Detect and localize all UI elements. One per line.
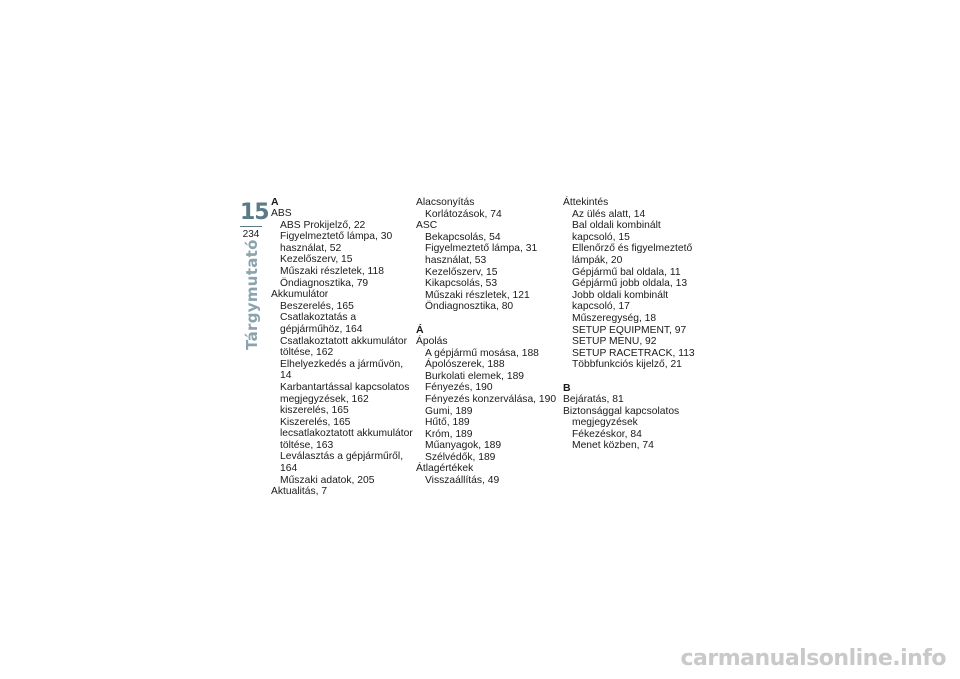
index-subentry: Öndiagnosztika, 80: [425, 301, 514, 313]
index-subentry: kiszerelés, 165: [280, 405, 349, 417]
index-subentry: Menet közben, 74: [572, 440, 654, 452]
index-entry: [416, 463, 561, 486]
index-subentry: Fényezés konzerválása, 190: [425, 393, 557, 405]
index-subentry: Öndiagnosztika, 79: [280, 277, 369, 289]
index-subentry: Figyelmeztető lámpa, 31: [425, 243, 538, 255]
index-term: Ápolás: [416, 335, 448, 347]
index-subentry: Elhelyezkedés a járművön, 14: [280, 358, 404, 382]
chapter-title: Tárgymutató: [243, 239, 261, 350]
index-entry: [416, 220, 561, 313]
section-letter: Á: [416, 323, 424, 336]
index-subentry: megjegyzések: [572, 417, 638, 429]
index-term: Alacsonyítás: [416, 197, 475, 208]
index-subentry: Beszerelés, 165: [280, 300, 354, 312]
index-term: Átlagértékek: [416, 463, 474, 475]
chapter-marker: [240, 200, 269, 241]
index-subentry: gépjárműhöz, 164: [280, 323, 363, 335]
site-watermark: carmanualsonline.info: [680, 646, 946, 671]
index-subentry: Jobb oldali kombinált: [572, 289, 669, 301]
index-subentry: Fékezéskor, 84: [572, 428, 642, 440]
index-section: [271, 197, 416, 498]
index-subentry: SETUP MENU, 92: [572, 336, 657, 348]
index-entry: [271, 486, 416, 498]
index-subentry: SETUP EQUIPMENT, 97: [572, 324, 687, 336]
index-subentry: Kezelőszerv, 15: [280, 254, 353, 266]
index-term: ASC: [416, 220, 438, 232]
index-term: Aktualitás, 7: [271, 486, 328, 498]
index-column-3: [563, 197, 708, 464]
index-term: Áttekintés: [563, 197, 609, 208]
index-subentry: Csatlakoztatás a: [280, 312, 357, 324]
index-subentry: Többfunkciós kijelző, 21: [572, 359, 682, 371]
index-subentry: használat, 52: [280, 242, 342, 254]
index-subentry: kapcsoló, 15: [572, 231, 630, 243]
index-subentry: Műszaki adatok, 205: [280, 474, 375, 486]
index-subentry: Kikapcsolás, 53: [425, 278, 498, 290]
page-number: 234: [240, 226, 262, 241]
index-subentry: Műszaki részletek, 118: [280, 265, 384, 277]
index-subentry: Gépjármű bal oldala, 11: [572, 266, 681, 278]
index-subentry: Csatlakoztatott akkumulátor: [280, 335, 408, 347]
index-subentry: Kiszerelés, 165: [280, 416, 351, 428]
index-entry: [416, 336, 561, 464]
index-subentry: Fényezés, 190: [425, 382, 493, 394]
index-term: Akkumulátor: [271, 289, 329, 301]
index-subentry: lecsatlakoztatott akkumulátor: [280, 428, 413, 440]
index-subentry: Műszeregység, 18: [572, 312, 657, 324]
index-subentry: Az ülés alatt, 14: [572, 208, 646, 220]
index-entry: [416, 197, 561, 220]
chapter-number: 15: [240, 200, 269, 225]
index-subentry: Bekapcsolás, 54: [425, 231, 501, 243]
index-subentry: ABS Prokijelző, 22: [280, 219, 366, 231]
index-subentry: kapcsoló, 17: [572, 301, 630, 313]
index-entry: [563, 394, 708, 406]
index-column-2: [416, 197, 561, 499]
index-subentry: SETUP RACETRACK, 113: [572, 347, 695, 359]
index-section: [416, 325, 561, 487]
section-letter: B: [563, 381, 571, 394]
index-subentry: Kezelőszerv, 15: [425, 266, 498, 278]
index-section: [563, 383, 708, 452]
index-subentry: Gumi, 189: [425, 405, 473, 417]
index-entry: [271, 208, 416, 289]
index-subentry: Hűtő, 189: [425, 417, 470, 429]
index-section: [563, 197, 708, 371]
index-subentry: töltése, 162: [280, 347, 334, 359]
index-term: ABS: [271, 208, 292, 219]
index-subentry: Burkolati elemek, 189: [425, 370, 525, 382]
index-subentry: Ápolószerek, 188: [425, 359, 505, 371]
index-subentry: lámpák, 20: [572, 254, 623, 266]
index-subentry: Króm, 189: [425, 428, 473, 440]
index-subentry: Figyelmeztető lámpa, 30: [280, 231, 393, 243]
index-subentry: Bal oldali kombinált: [572, 220, 661, 232]
index-subentry: használat, 53: [425, 254, 487, 266]
index-subentry: Gépjármű jobb oldala, 13: [572, 278, 688, 290]
index-subentry: Leválasztás a gépjárműről, 164: [280, 451, 404, 475]
index-entry: [563, 406, 708, 452]
index-entry: [563, 197, 708, 371]
index-subentry: Szélvédők, 189: [425, 451, 496, 463]
index-subentry: megjegyzések, 162: [280, 393, 369, 405]
index-subentry: Visszaállítás, 49: [425, 475, 500, 487]
index-subentry: Karbantartással kapcsolatos: [280, 381, 410, 393]
index-subentry: Műszaki részletek, 121: [425, 289, 530, 301]
index-subentry: Ellenőrző és figyelmeztető: [572, 243, 693, 255]
index-section: [416, 197, 561, 313]
index-term: Bejáratás, 81: [563, 393, 624, 405]
index-subentry: Műanyagok, 189: [425, 440, 502, 452]
index-subentry: töltése, 163: [280, 439, 334, 451]
section-letter: A: [271, 196, 279, 208]
index-entry: [271, 289, 416, 486]
index-term: Biztonsággal kapcsolatos: [563, 405, 680, 417]
index-column-1: [271, 197, 416, 510]
index-subentry: Korlátozások, 74: [425, 208, 502, 220]
index-subentry: A gépjármű mosása, 188: [425, 347, 539, 359]
